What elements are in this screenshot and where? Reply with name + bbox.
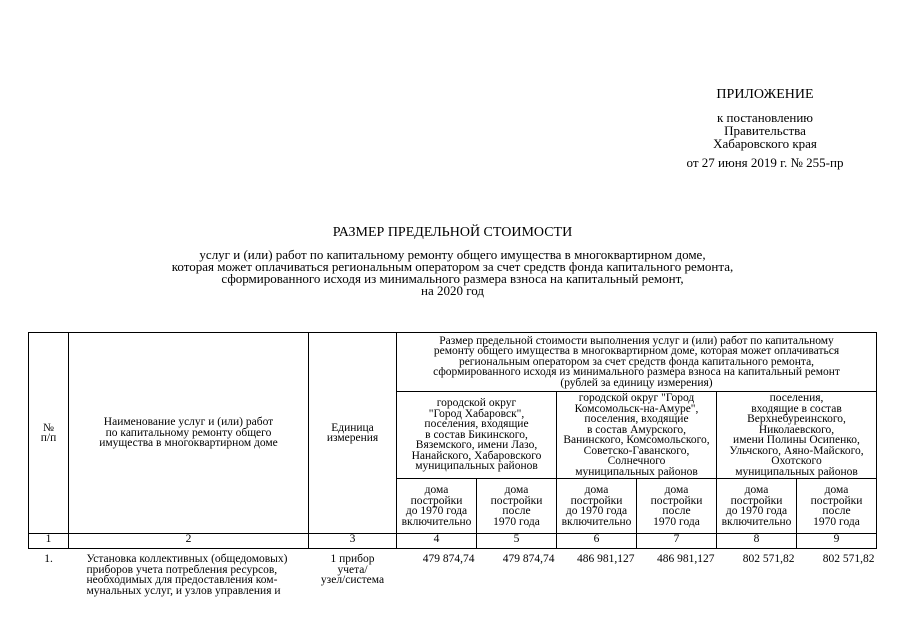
header-cost: Размер предельной стоимости выполнения услуг и (или) работ по капитальному ремонту общего имущества в многоквартирном доме, которая может оплачиваться региональным оператором за счет средств фонда капитального ремонта, сформированного исходя из минимального размера взноса на капитальный ремонт (рублей за единицу измерения) (397, 333, 877, 392)
row-number: 1. (44, 553, 53, 565)
document-title: РАЗМЕР ПРЕДЕЛЬНОЙ СТОИМОСТИ (332, 225, 573, 240)
header-before-1970: дома постройки до 1970 года включительно (557, 479, 637, 534)
appendix-title: ПРИЛОЖЕНИЕ (716, 87, 814, 102)
header-after-1970: дома постройки после 1970 года (477, 479, 557, 534)
column-number: 9 (797, 534, 877, 549)
row-value: 802 571,82 (742, 553, 795, 565)
header-unit: Единица измерения (309, 333, 397, 534)
subtitle-line: которая может оплачиваться региональным оператором за счет средств фонда капитального ремонта, (171, 259, 734, 274)
column-number: 8 (717, 534, 797, 549)
row-value: 479 874,74 (422, 553, 475, 565)
column-numbers-row (29, 534, 877, 549)
appendix-line: Правительства (724, 123, 806, 138)
header-after-1970: дома постройки после 1970 года (637, 479, 717, 534)
appendix-line: Хабаровского края (713, 136, 817, 151)
appendix-line: к постановлению (716, 110, 814, 125)
subtitle-line: услуг и (или) работ по капитальному ремонту общего имущества в многоквартирном доме, (199, 247, 706, 262)
row-service-name: Установка коллективных (общедомовых) приборов учета потребления ресурсов, необходимых для предоставления ком- мунальных услуг, и узлов управления и (86, 553, 288, 597)
table-row (29, 549, 877, 635)
document-subtitle (0, 249, 905, 297)
header-group-northern: поселения, входящие в состав Верхнебуреинского, Николаевского, имени Полины Осипенко, Ульчского, Аяно-Майского, Охотского муниципальных районов (717, 392, 877, 479)
row-value: 802 571,82 (822, 553, 875, 565)
column-number: 6 (557, 534, 637, 549)
appendix-block (640, 88, 890, 169)
row-value: 486 981,127 (577, 553, 635, 565)
row-value: 479 874,74 (502, 553, 555, 565)
cost-table (28, 332, 877, 634)
header-group-khabarovsk: городской округ "Город Хабаровск", поселения, входящие в состав Бикинского, Вяземского, имени Лазо, Нанайского, Хабаровского муниципальных районов (397, 392, 557, 479)
subtitle-line: сформированного исходя из минимального размера взноса на капитальный ремонт, (221, 271, 684, 286)
header-num: № п/п (29, 333, 69, 534)
header-after-1970: дома постройки после 1970 года (797, 479, 877, 534)
header-name: Наименование услуг и (или) работ по капитальному ремонту общего имущества в многоквартирном доме (69, 333, 309, 534)
row-unit: 1 прибор учета/ узел/система (320, 553, 385, 586)
column-number: 3 (309, 534, 397, 549)
row-value: 486 981,127 (657, 553, 715, 565)
column-number: 4 (397, 534, 477, 549)
column-number: 2 (69, 534, 309, 549)
column-number: 7 (637, 534, 717, 549)
header-group-komsomolsk: городской округ "Город Комсомольск-на-Амуре", поселения, входящие в состав Амурского, Ванинского, Комсомольского, Советско-Гаванского, Солнечного муниципальных районов (557, 392, 717, 479)
appendix-date: от 27 июня 2019 г. № 255-пр (686, 155, 844, 170)
column-number: 1 (29, 534, 69, 549)
header-before-1970: дома постройки до 1970 года включительно (717, 479, 797, 534)
header-before-1970: дома постройки до 1970 года включительно (397, 479, 477, 534)
column-number: 5 (477, 534, 557, 549)
subtitle-line: на 2020 год (421, 283, 484, 298)
